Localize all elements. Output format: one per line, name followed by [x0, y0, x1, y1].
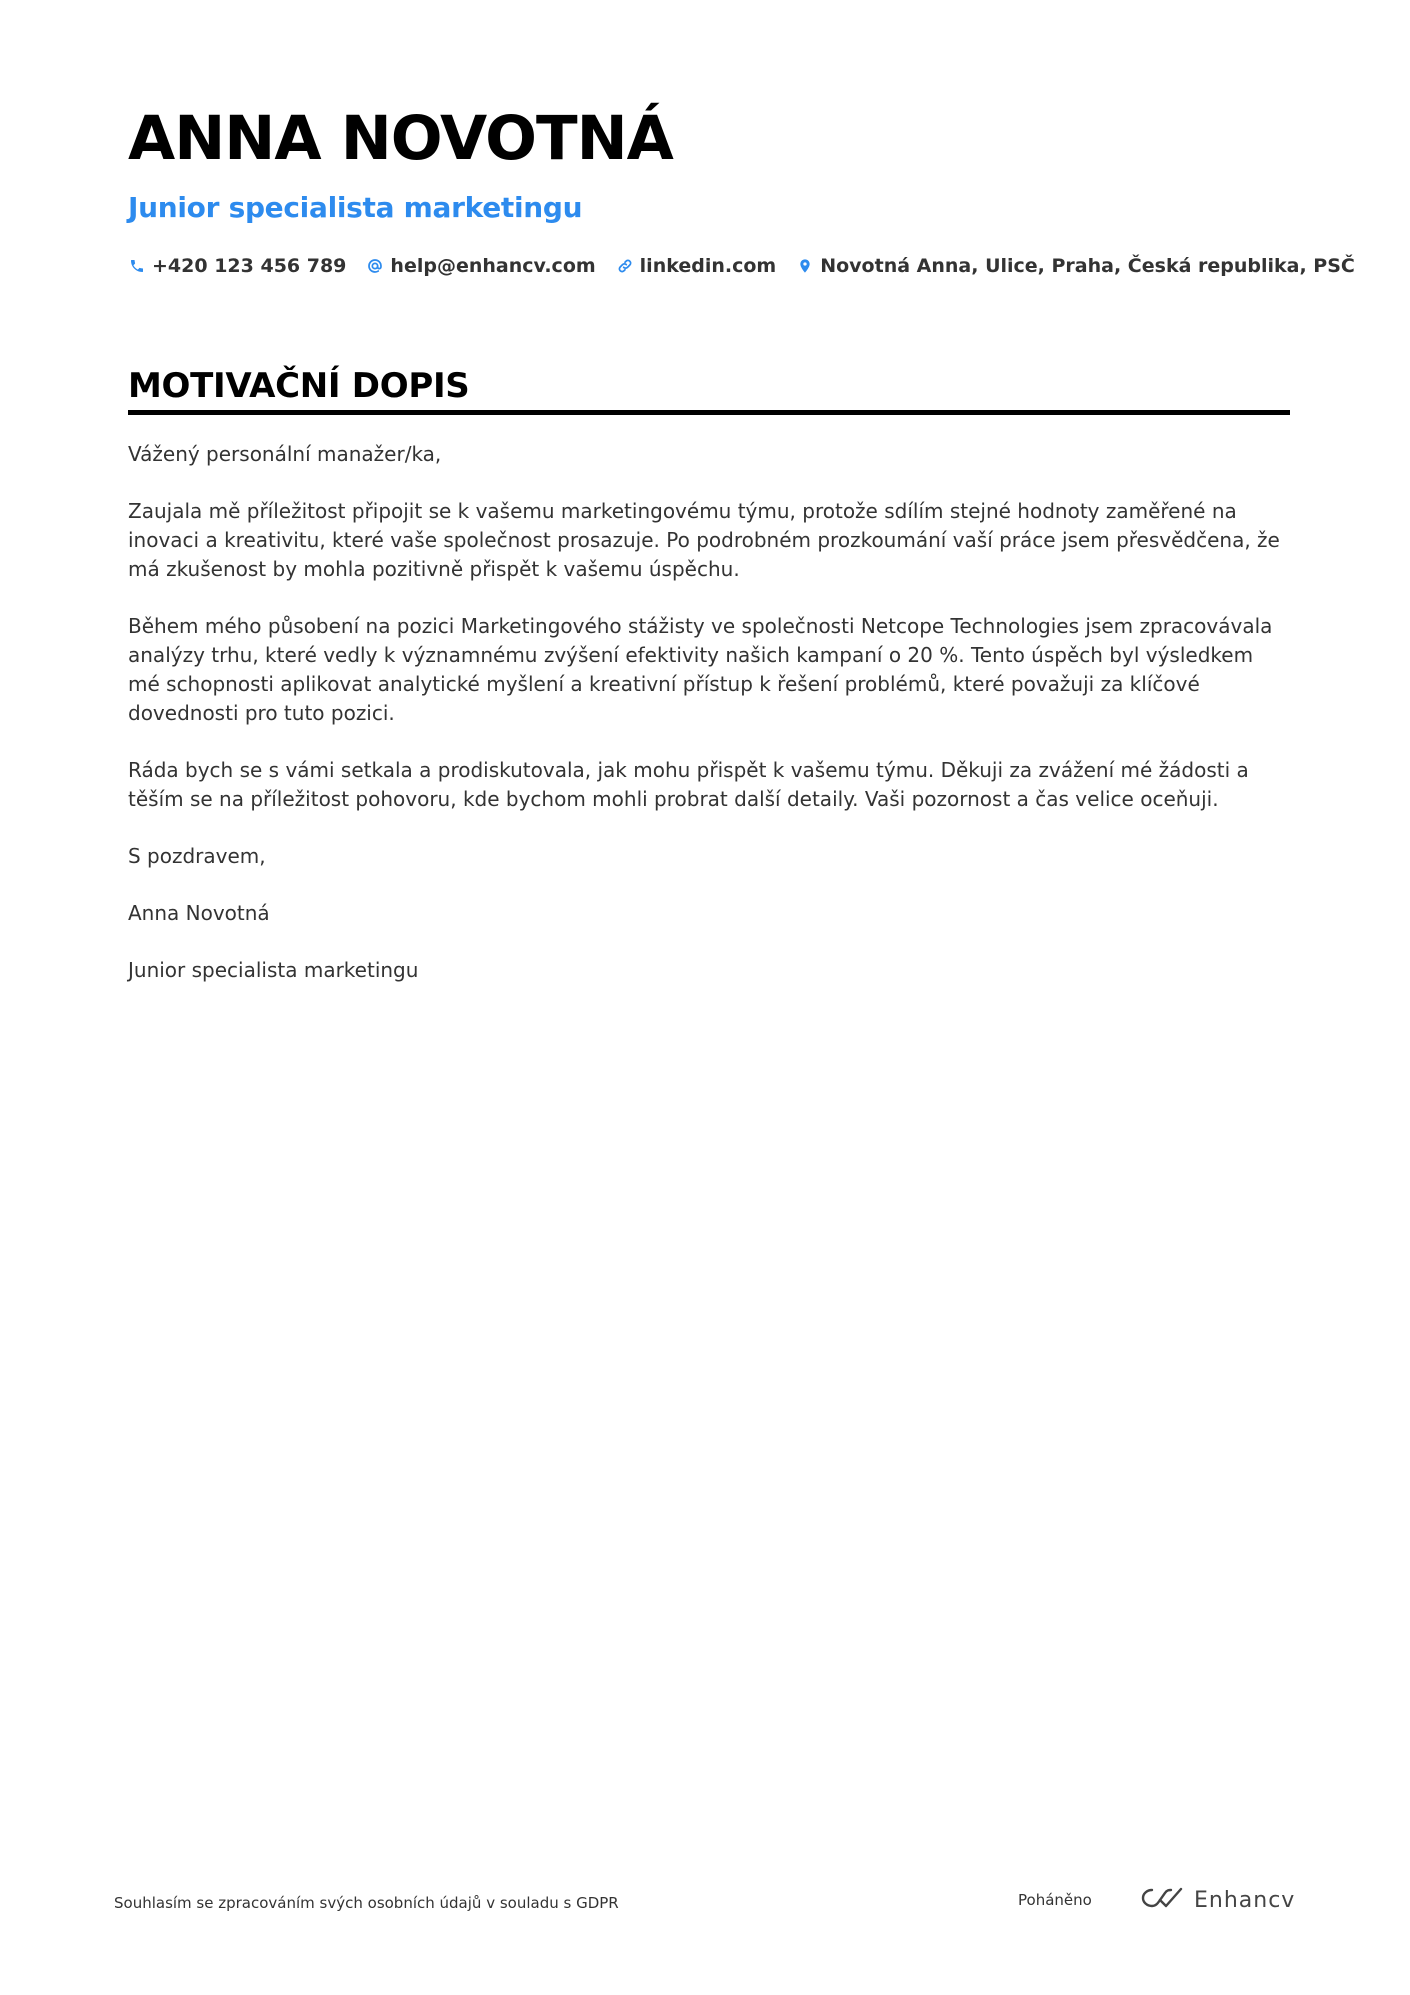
contact-linkedin-text: linkedin.com — [639, 255, 777, 277]
enhancv-brand-text: Enhancv — [1194, 1887, 1296, 1913]
enhancv-logo-icon — [1138, 1885, 1188, 1915]
letter-paragraph-1: Zaujala mě příležitost připojit se k vašemu marketingovému týmu, protože sdílím stejné hodnoty zaměřené na inovaci a kreativitu, které vaše společnost prosazuje. Po podrobném prozkoumání vaší práce jsem přesvědčena, že má zkušenost by mohla pozitivně přispět k vašemu úspěchu. — [128, 499, 1280, 581]
enhancv-logo[interactable] — [1138, 1885, 1295, 1915]
applicant-name: ANNA NOVOTNÁ — [128, 103, 673, 174]
contact-email-text: help@enhancv.com — [390, 255, 596, 277]
letter-closing: S pozdravem, — [128, 844, 266, 868]
applicant-job-title: Junior specialista marketingu — [128, 191, 583, 224]
gdpr-consent: Souhlasím se zpracováním svých osobních údajů v souladu s GDPR — [114, 1894, 619, 1912]
phone-icon — [128, 257, 146, 275]
link-icon — [616, 257, 634, 275]
contact-email[interactable] — [366, 255, 595, 277]
letter-paragraph-3: Ráda bych se s vámi setkala a prodiskutovala, jak mohu přispět k vašemu týmu. Děkuji za zvážení mé žádosti a těším se na příležitost pohovoru, kde bychom mohli probrat další detaily. Vaši pozornost a čas velice oceňuji. — [128, 758, 1249, 811]
contact-phone[interactable] — [128, 255, 346, 277]
at-icon — [366, 257, 384, 275]
contact-phone-text: +420 123 456 789 — [152, 255, 347, 277]
contact-linkedin[interactable] — [616, 255, 777, 277]
signature-title: Junior specialista marketingu — [128, 958, 419, 982]
powered-by-label: Poháněno — [1018, 1891, 1092, 1909]
contact-bar — [128, 255, 1375, 277]
letter-body — [128, 440, 1290, 1013]
section-divider — [128, 410, 1290, 415]
signature-name: Anna Novotná — [128, 901, 270, 925]
letter-paragraph-2: Během mého působení na pozici Marketingového stážisty ve společnosti Netcope Technologies jsem zpracovávala analýzy trhu, které vedly k významnému zvýšení efektivity našich kampaní o 20 %. Tento úspěch byl výsledkem mé schopnosti aplikovat analytické myšlení a kreativní přístup k řešení problémů, které považuji za klíčové dovednosti pro tuto pozici. — [128, 614, 1273, 725]
section-title: MOTIVAČNÍ DOPIS — [128, 366, 470, 406]
letter-greeting: Vážený personální manažer/ka, — [128, 442, 442, 466]
contact-address-text: Novotná Anna, Ulice, Praha, Česká republika, PSČ — [820, 255, 1355, 277]
location-pin-icon — [796, 257, 814, 275]
contact-address — [796, 255, 1355, 277]
